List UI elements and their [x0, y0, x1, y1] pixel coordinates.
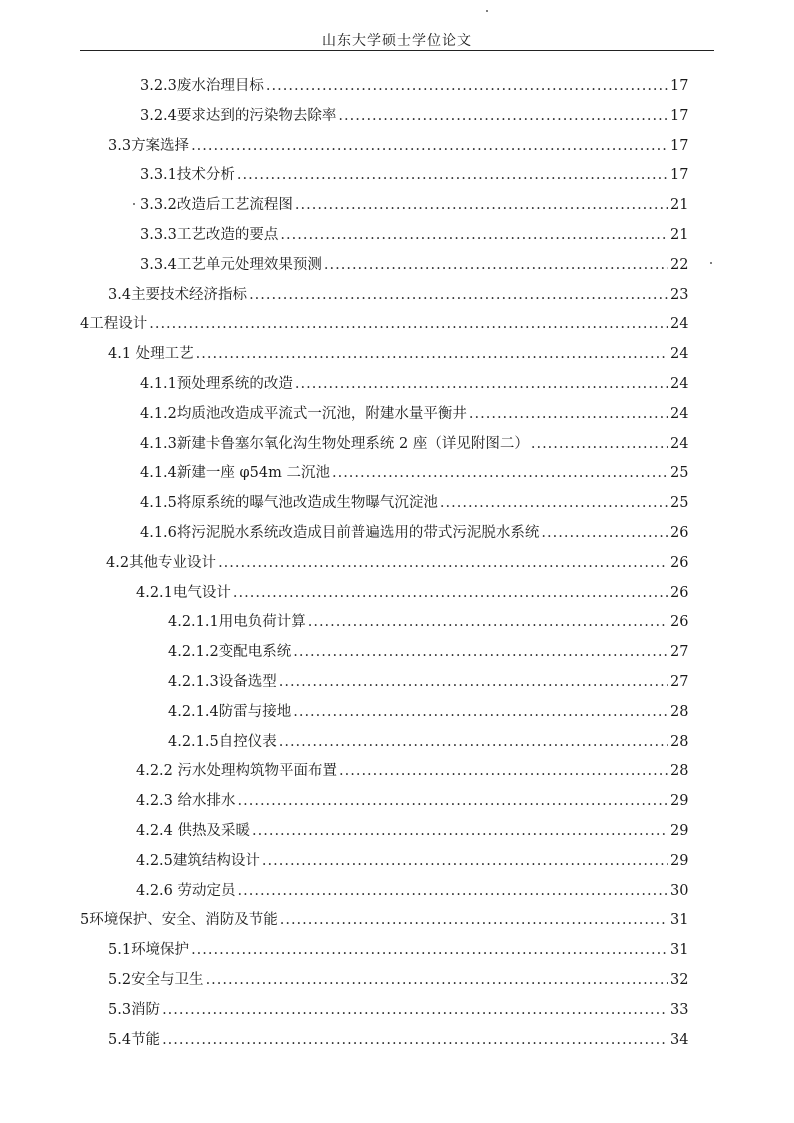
scan-speck	[486, 10, 488, 12]
toc-entry[interactable]	[140, 432, 689, 456]
toc-entry-number: 4.1.6	[140, 525, 177, 541]
toc-entry-number: 3.2.3	[140, 78, 177, 94]
toc-entry[interactable]	[108, 938, 689, 962]
toc-leader-dots	[233, 581, 668, 605]
toc-entry-title: 要求达到的污染物去除率	[176, 107, 337, 124]
toc-leader-dots	[338, 104, 668, 128]
toc-entry-number: 5	[80, 912, 90, 929]
toc-entry-page: 30	[670, 882, 689, 899]
toc-leader-dots	[293, 640, 668, 664]
toc-entry-title: 设备选型	[218, 674, 277, 690]
toc-entry-title: 用电负荷计算	[218, 614, 306, 631]
toc-entry-title: 预处理系统的改造	[176, 376, 293, 392]
toc-entry[interactable]	[136, 879, 689, 903]
toc-entry-page: 21	[670, 227, 689, 243]
toc-entry-number: 4.1.1	[140, 376, 177, 392]
toc-entry-number: 3.3.3	[140, 227, 177, 243]
toc-leader-dots	[191, 938, 668, 962]
toc-entry-number: 4.2.5	[136, 852, 173, 869]
toc-leader-dots	[149, 312, 668, 336]
toc-entry-title: 新建卡鲁塞尔氧化沟生物处理系统 2 座（详见附图二）	[176, 435, 529, 452]
toc-entry-number: 5.4	[108, 1031, 132, 1048]
toc-entry[interactable]	[140, 372, 689, 396]
toc-entry-page: 25	[670, 465, 689, 482]
toc-entry[interactable]	[140, 253, 689, 277]
toc-entry-title: 电气设计	[172, 584, 231, 601]
toc-entry-title: 将污泥脱水系统改造成目前普遍选用的带式污泥脱水系统	[176, 525, 540, 541]
toc-entry-title: 改造后工艺流程图	[176, 197, 293, 214]
toc-entry-title: 技术分析	[176, 167, 235, 184]
toc-entry-number: 4.1.2	[140, 405, 177, 422]
toc-entry[interactable]	[80, 908, 689, 932]
toc-entry[interactable]	[168, 640, 689, 664]
toc-entry-title: 环境保护、安全、消防及节能	[89, 912, 278, 929]
toc-entry-title: 处理工艺	[131, 346, 194, 363]
toc-entry-number: 4.2.3	[136, 793, 173, 810]
toc-entry-page: 31	[670, 942, 689, 959]
toc-entry-page: 24	[670, 405, 689, 422]
header-rule	[80, 50, 714, 51]
toc-entry-page: 25	[670, 495, 689, 512]
toc-entry-title: 污水处理构筑物平面布置	[172, 763, 338, 780]
toc-leader-dots	[339, 759, 668, 783]
toc-entry[interactable]	[140, 223, 689, 247]
toc-entry-number: 4.2	[106, 554, 130, 571]
toc-entry[interactable]	[136, 789, 689, 813]
toc-leader-dots	[293, 700, 668, 724]
toc-entry-number: 4.1.3	[140, 435, 177, 452]
toc-entry-title: 防雷与接地	[218, 703, 292, 720]
toc-entry-page: 33	[670, 1001, 689, 1018]
toc-entry-title: 给水排水	[172, 793, 236, 810]
toc-entry-page: 28	[670, 733, 689, 750]
toc-entry-number: 3.3	[108, 137, 132, 154]
toc-entry-page: 29	[670, 793, 689, 810]
toc-entry-title: 新建一座 φ54m 二沉池	[176, 465, 330, 482]
toc-entry-number: 4.2.1.3	[168, 674, 219, 690]
toc-entry-page: 31	[670, 912, 689, 929]
toc-leader-dots	[162, 998, 668, 1022]
toc-entry[interactable]	[168, 700, 689, 724]
toc-entry-number: 5.1	[108, 942, 132, 959]
toc-entry-title: 主要技术经济指标	[131, 286, 248, 303]
toc-entry[interactable]	[140, 163, 689, 187]
toc-entry-page: 29	[670, 823, 689, 839]
toc-entry-page: 26	[670, 584, 689, 601]
toc-entry-number: 3.4	[108, 286, 132, 303]
toc-leader-dots	[262, 849, 668, 873]
toc-entry-page: 28	[670, 763, 689, 780]
toc-entry-number: 4.2.1.2	[168, 644, 219, 661]
toc-entry-number: 3.3.4	[140, 256, 177, 273]
toc-entry-page: 17	[670, 107, 689, 124]
toc-entry-page: 17	[670, 167, 689, 184]
toc-entry-title: 供热及采暖	[172, 823, 251, 839]
toc-entry[interactable]	[136, 759, 689, 783]
toc-entry-title: 建筑结构设计	[172, 852, 260, 869]
toc-entry-title: 将原系统的曝气池改造成生物曝气沉淀池	[176, 495, 438, 512]
toc-entry-number: 3.3.1	[140, 167, 177, 184]
toc-entry-page: 26	[670, 554, 689, 571]
toc-leader-dots	[440, 491, 668, 515]
toc-leader-dots	[191, 134, 668, 158]
toc-entry-number: 4.1.5	[140, 495, 177, 512]
toc-entry-number: 4.2.1.5	[168, 733, 219, 750]
toc-entry-title: 节能	[131, 1031, 161, 1048]
toc-entry-page: 32	[670, 972, 689, 988]
toc-entry[interactable]	[140, 402, 689, 426]
toc-leader-dots	[279, 670, 668, 694]
toc-leader-dots	[324, 253, 668, 277]
toc-entry[interactable]	[108, 283, 689, 307]
toc-leader-dots	[237, 163, 668, 187]
scan-speck	[710, 262, 712, 264]
toc-entry[interactable]	[140, 491, 689, 515]
toc-leader-dots	[280, 223, 668, 247]
toc-leader-dots	[295, 372, 668, 396]
toc-entry[interactable]	[136, 581, 689, 605]
toc-entry[interactable]	[140, 193, 689, 217]
toc-entry-page: 17	[670, 78, 689, 94]
toc-leader-dots	[252, 819, 668, 843]
toc-leader-dots	[295, 193, 668, 217]
toc-entry[interactable]	[108, 1028, 689, 1052]
toc-entry-page: 34	[670, 1031, 689, 1048]
toc-entry-page: 21	[670, 197, 689, 214]
toc-leader-dots	[280, 908, 668, 932]
toc-entry[interactable]	[136, 849, 689, 873]
toc-leader-dots	[469, 402, 668, 426]
toc-entry-title: 废水治理目标	[176, 78, 264, 94]
toc-entry-title: 工艺单元处理效果预测	[176, 256, 322, 273]
toc-entry-number: 5.3	[108, 1001, 132, 1018]
toc-entry-title: 消防	[131, 1001, 161, 1018]
toc-entry-number: 4.2.2	[136, 763, 173, 780]
toc-entry-title: 工程设计	[89, 316, 148, 333]
toc-entry-page: 24	[670, 435, 689, 452]
toc-leader-dots	[218, 551, 668, 575]
toc-entry-page: 24	[670, 376, 689, 392]
toc-entry-title: 均质池改造成平流式一沉池，附建水量平衡井	[176, 405, 467, 422]
toc-leader-dots	[266, 74, 668, 98]
toc-entry[interactable]	[140, 104, 689, 128]
toc-entry[interactable]	[168, 610, 689, 634]
toc-entry-number: 4.1	[108, 346, 132, 363]
toc-leader-dots	[206, 968, 668, 992]
toc-entry-page: 24	[670, 346, 689, 363]
toc-entry-title: 变配电系统	[218, 644, 292, 661]
running-header: 山东大学硕士学位论文	[322, 33, 472, 49]
toc-entry[interactable]	[106, 551, 689, 575]
toc-entry-page: 26	[670, 525, 689, 541]
toc-entry-title: 环境保护	[131, 942, 190, 959]
toc-entry-number: 5.2	[108, 972, 132, 988]
toc-entry-title: 安全与卫生	[131, 972, 204, 988]
toc-entry[interactable]	[168, 670, 689, 694]
toc-entry-page: 26	[670, 614, 689, 631]
toc-leader-dots	[279, 730, 668, 754]
toc-entry[interactable]	[136, 819, 689, 843]
toc-entry-title: 其他专业设计	[129, 554, 217, 571]
toc-entry-title: 自控仪表	[218, 733, 277, 750]
toc-entry[interactable]	[140, 521, 689, 545]
toc-entry[interactable]	[80, 312, 689, 336]
toc-entry-title: 劳动定员	[172, 882, 236, 899]
toc-entry-page: 22	[670, 256, 689, 273]
toc-leader-dots	[308, 610, 668, 634]
toc-entry[interactable]	[108, 342, 689, 366]
toc-entry-title: 方案选择	[131, 137, 190, 154]
toc-entry-number: 4.2.4	[136, 823, 173, 839]
toc-entry[interactable]	[108, 134, 689, 158]
toc-entry-number: 4.1.4	[140, 465, 177, 482]
toc-entry-page: 17	[670, 137, 689, 154]
toc-leader-dots	[238, 789, 668, 813]
toc-entry-number: 4.2.6	[136, 882, 173, 899]
toc-entry-number: 4.2.1.1	[168, 614, 219, 631]
toc-leader-dots	[531, 432, 668, 456]
toc-entry-page: 23	[670, 286, 689, 303]
toc-leader-dots	[541, 521, 668, 545]
toc-leader-dots	[249, 283, 668, 307]
toc-entry-number: 3.3.2	[140, 197, 177, 214]
toc-entry-title: 工艺改造的要点	[176, 227, 279, 243]
toc-entry[interactable]	[108, 998, 689, 1022]
toc-entry[interactable]	[168, 730, 689, 754]
toc-entry-number: 3.2.4	[140, 107, 177, 124]
toc-entry-page: 27	[670, 644, 689, 661]
toc-leader-dots	[238, 879, 668, 903]
toc-entry-page: 24	[670, 316, 689, 333]
toc-entry-page: 29	[670, 852, 689, 869]
toc-entry-number: 4.2.1.4	[168, 703, 219, 720]
toc-leader-dots	[196, 342, 668, 366]
toc-entry-number: 4.2.1	[136, 584, 173, 601]
scan-speck	[133, 203, 135, 205]
toc-entry-page: 28	[670, 703, 689, 720]
toc-entry-number: 4	[80, 316, 90, 333]
toc-entry[interactable]	[140, 74, 689, 98]
toc-entry-page: 27	[670, 674, 689, 690]
toc-leader-dots	[162, 1028, 668, 1052]
toc-entry[interactable]	[140, 461, 689, 485]
toc-leader-dots	[332, 461, 668, 485]
toc-entry[interactable]	[108, 968, 689, 992]
